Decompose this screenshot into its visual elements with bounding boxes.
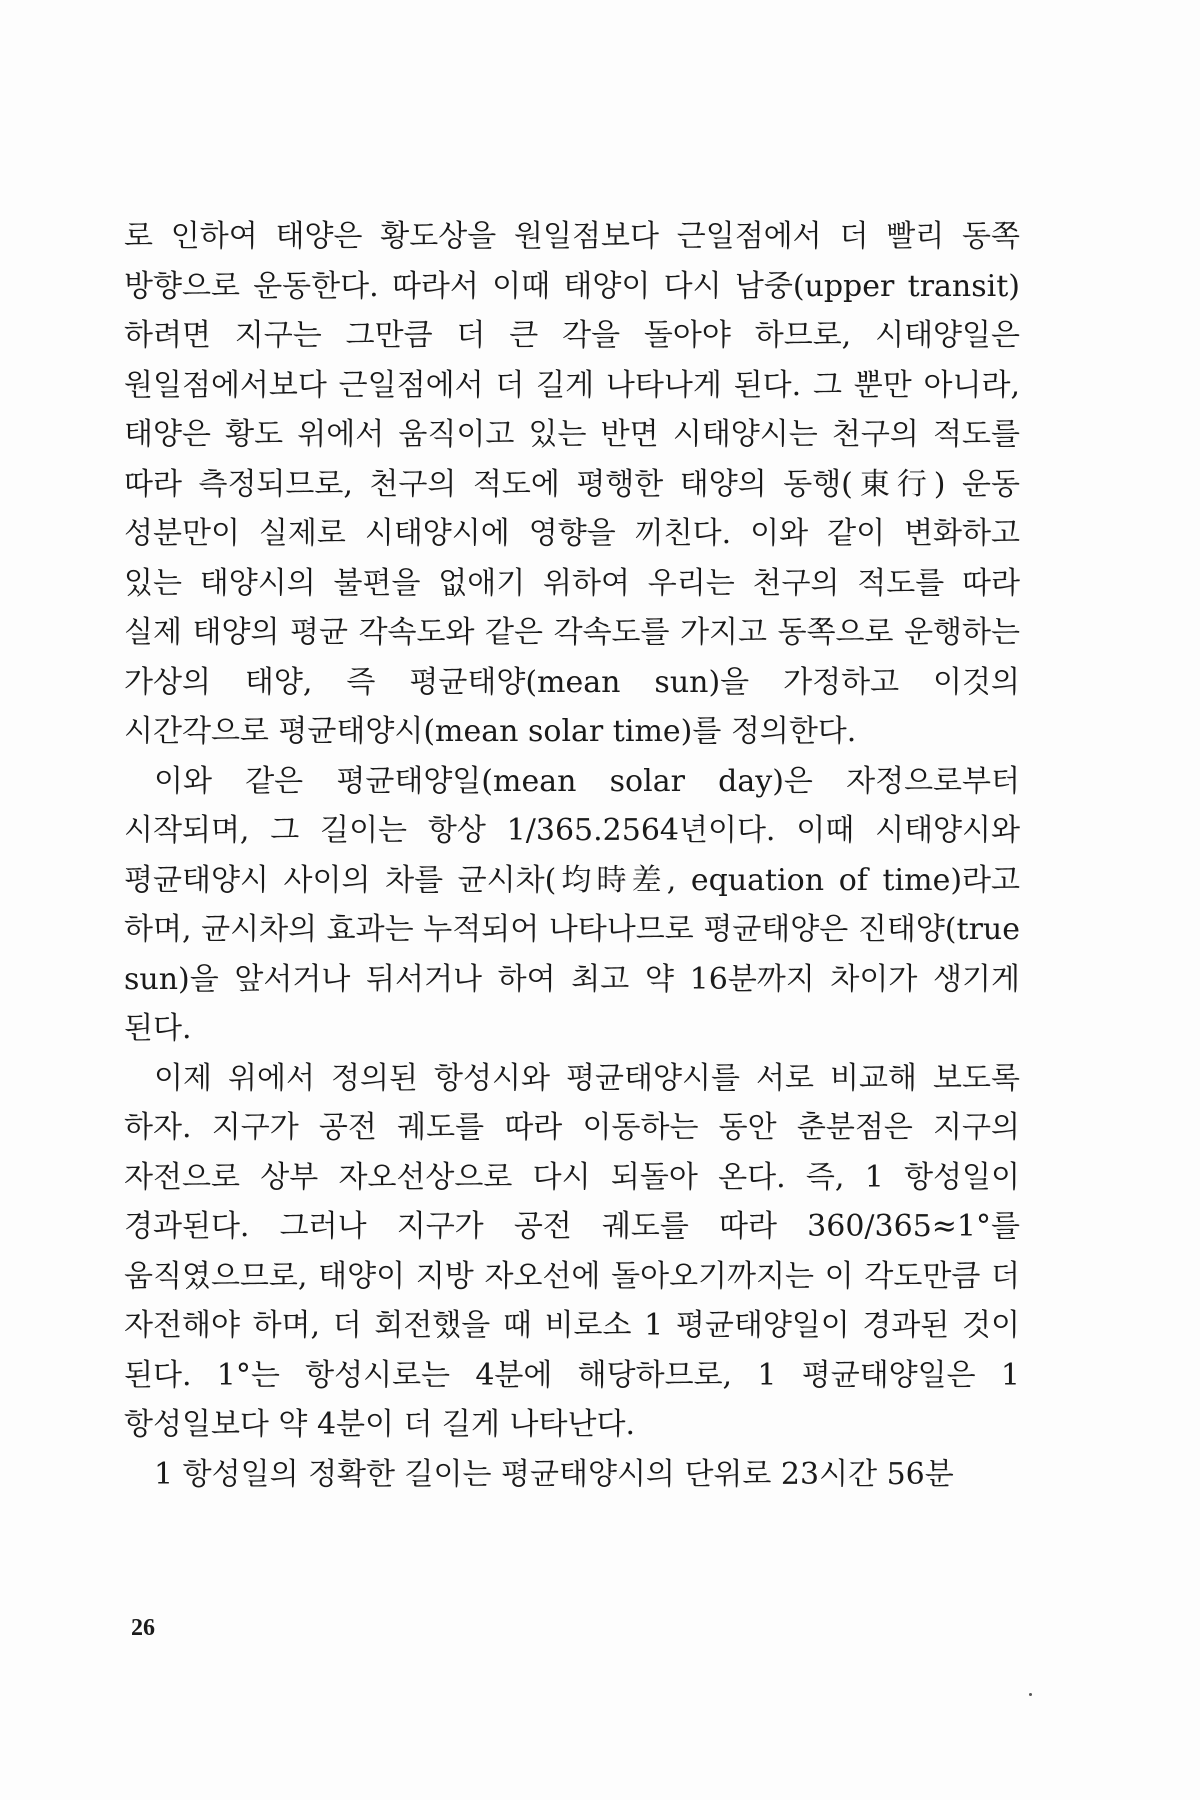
paragraph: 1 항성일의 정확한 길이는 평균태양시의 단위로 23시간 56분	[154, 1456, 954, 1492]
paragraph: 이와 같은 평균태양일(mean solar day)은 자정으로부터 시작되며, 그 길이는 항상 1/365.2564년이다. 이때 시태양시와 평균태양시 사이의 차를 균시차(均時差, equation of time)라고 하며, 균시차의 효과는 누적되어 나타나므로 평균태양은 진태양(true sun)을 앞서거나 뒤서거나 하여 최고 약 16분까지 차이가 생기게 된다.	[124, 763, 1020, 1046]
page-number: 26	[131, 1615, 155, 1641]
scan-speck	[1029, 1693, 1032, 1696]
paragraph: 로 인하여 태양은 황도상을 원일점보다 근일점에서 더 빨리 동쪽 방향으로 운동한다. 따라서 이때 태양이 다시 남중(upper transit)하려면 지구는 그만큼 더 큰 각을 돌아야 하므로, 시태양일은 원일점에서보다 근일점에서 더 길게 나타나게 된다. 그 뿐만 아니라, 태양은 황도 위에서 움직이고 있는 반면 시태양시는 천구의 적도를 따라 측정되므로, 천구의 적도에 평행한 태양의 동행(東行) 운동 성분만이 실제로 시태양시에 영향을 끼친다. 이와 같이 변화하고 있는 태양시의 불편을 없애기 위하여 우리는 천구의 적도를 따라 실제 태양의 평균 각속도와 같은 각속도를 가지고 동쪽으로 운행하는 가상의 태양, 즉 평균태양(mean sun)을 가정하고 이것의 시간각으로 평균태양시(mean solar time)를 정의한다.	[124, 219, 1020, 749]
body-text	[124, 212, 1020, 1499]
paragraph: 이제 위에서 정의된 항성시와 평균태양시를 서로 비교해 보도록 하자. 지구가 공전 궤도를 따라 이동하는 동안 춘분점은 지구의 자전으로 상부 자오선상으로 다시 되돌아 온다. 즉, 1 항성일이 경과된다. 그러나 지구가 공전 궤도를 따라 360/365≈1°를 움직였으므로, 태양이 지방 자오선에 돌아오기까지는 이 각도만큼 더 자전해야 하며, 더 회전했을 때 비로소 1 평균태양일이 경과된 것이 된다. 1°는 항성시로는 4분에 해당하므로, 1 평균태양일은 1 항성일보다 약 4분이 더 길게 나타난다.	[124, 1060, 1020, 1442]
